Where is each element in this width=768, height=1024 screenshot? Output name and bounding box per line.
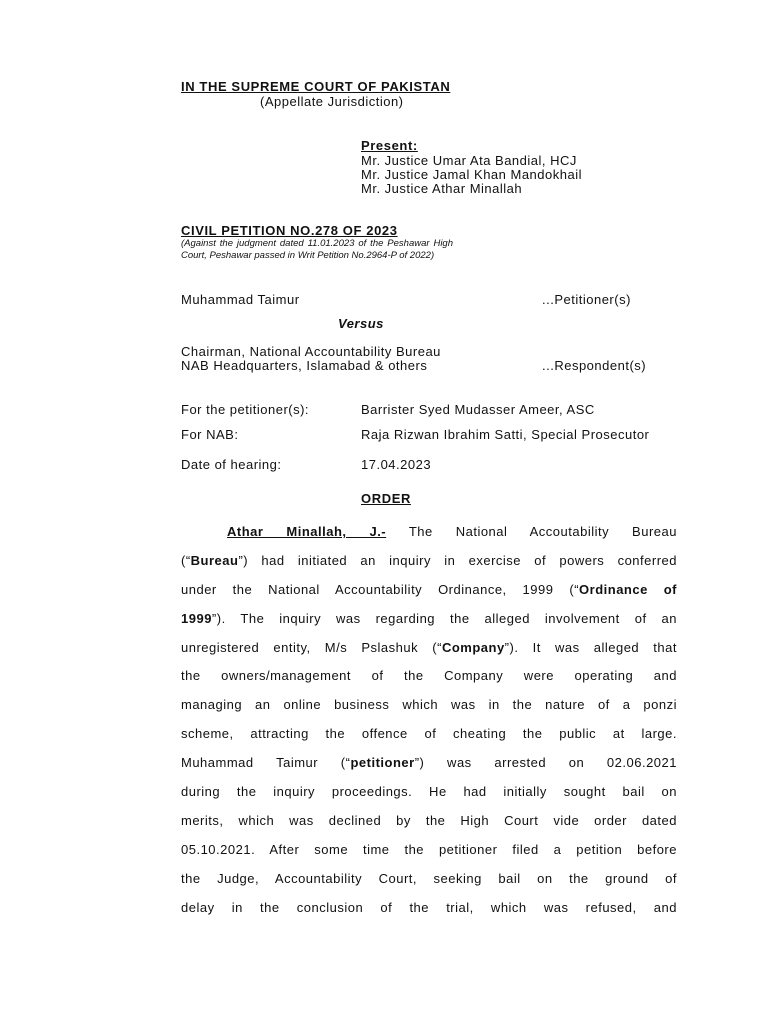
order-line-10: during the inquiry proceedings. He had initially sought bail on bbox=[181, 784, 677, 800]
court-title: IN THE SUPREME COURT OF PAKISTAN bbox=[181, 79, 451, 94]
order-line-11: merits, which was declined by the High Court vide order dated bbox=[181, 812, 677, 828]
hearing-date: 17.04.2023 bbox=[361, 457, 432, 472]
order-line-3: under the National Accountability Ordinance, 1999 (“Ordinance of bbox=[181, 581, 677, 597]
jurisdiction: (Appellate Jurisdiction) bbox=[260, 94, 404, 109]
petitioner-counsel: Barrister Syed Mudasser Ameer, ASC bbox=[361, 402, 595, 417]
order-heading: ORDER bbox=[361, 491, 411, 506]
judge-3: Mr. Justice Athar Minallah bbox=[361, 181, 523, 196]
order-line-6: the owners/management of the Company were operating and bbox=[181, 668, 677, 684]
respondent-line-1: Chairman, National Accountability Bureau bbox=[181, 344, 441, 359]
order-line-12: 05.10.2021. After some time the petitioner filed a petition before bbox=[181, 841, 677, 857]
petitioner-counsel-label: For the petitioner(s): bbox=[181, 402, 310, 417]
bench-label: Present: bbox=[361, 138, 418, 153]
order-author: Athar Minallah, J.- bbox=[227, 524, 387, 539]
order-line-14: delay in the conclusion of the trial, which was refused, and bbox=[181, 899, 677, 915]
order-line-5: unregistered entity, M/s Pslashuk (“Company”). It was alleged that bbox=[181, 639, 677, 655]
hearing-date-label: Date of hearing: bbox=[181, 457, 282, 472]
order-line-1: Athar Minallah, J.- The National Accoutability Bureau bbox=[227, 524, 677, 539]
order-line-2: (“Bureau”) had initiated an inquiry in exercise of powers conferred bbox=[181, 552, 677, 568]
petition-number: CIVIL PETITION NO.278 OF 2023 bbox=[181, 223, 398, 238]
respondent-role: ...Respondent(s) bbox=[542, 358, 647, 373]
nab-counsel: Raja Rizwan Ibrahim Satti, Special Prosecutor bbox=[361, 427, 650, 442]
petition-against-note: (Against the judgment dated 11.01.2023 of the Peshawar High Court, Peshawar passed in Writ Petition No.2964-P of 2022) bbox=[181, 238, 453, 261]
order-line-7: managing an online business which was in the nature of a ponzi bbox=[181, 697, 677, 713]
order-line-8: scheme, attracting the offence of cheating the public at large. bbox=[181, 726, 677, 742]
judge-2: Mr. Justice Jamal Khan Mandokhail bbox=[361, 167, 582, 182]
order-line-4: 1999”). The inquiry was regarding the alleged involvement of an bbox=[181, 610, 677, 626]
order-line-13: the Judge, Accountability Court, seeking bail on the ground of bbox=[181, 870, 677, 886]
order-body bbox=[181, 518, 677, 922]
judge-1: Mr. Justice Umar Ata Bandial, HCJ bbox=[361, 153, 577, 168]
versus: Versus bbox=[338, 316, 384, 331]
petitioner-name: Muhammad Taimur bbox=[181, 292, 300, 307]
order-line-9: Muhammad Taimur (“petitioner”) was arrested on 02.06.2021 bbox=[181, 755, 677, 771]
petitioner-role: ...Petitioner(s) bbox=[542, 292, 631, 307]
nab-counsel-label: For NAB: bbox=[181, 427, 239, 442]
respondent-line-2: NAB Headquarters, Islamabad & others bbox=[181, 358, 428, 373]
